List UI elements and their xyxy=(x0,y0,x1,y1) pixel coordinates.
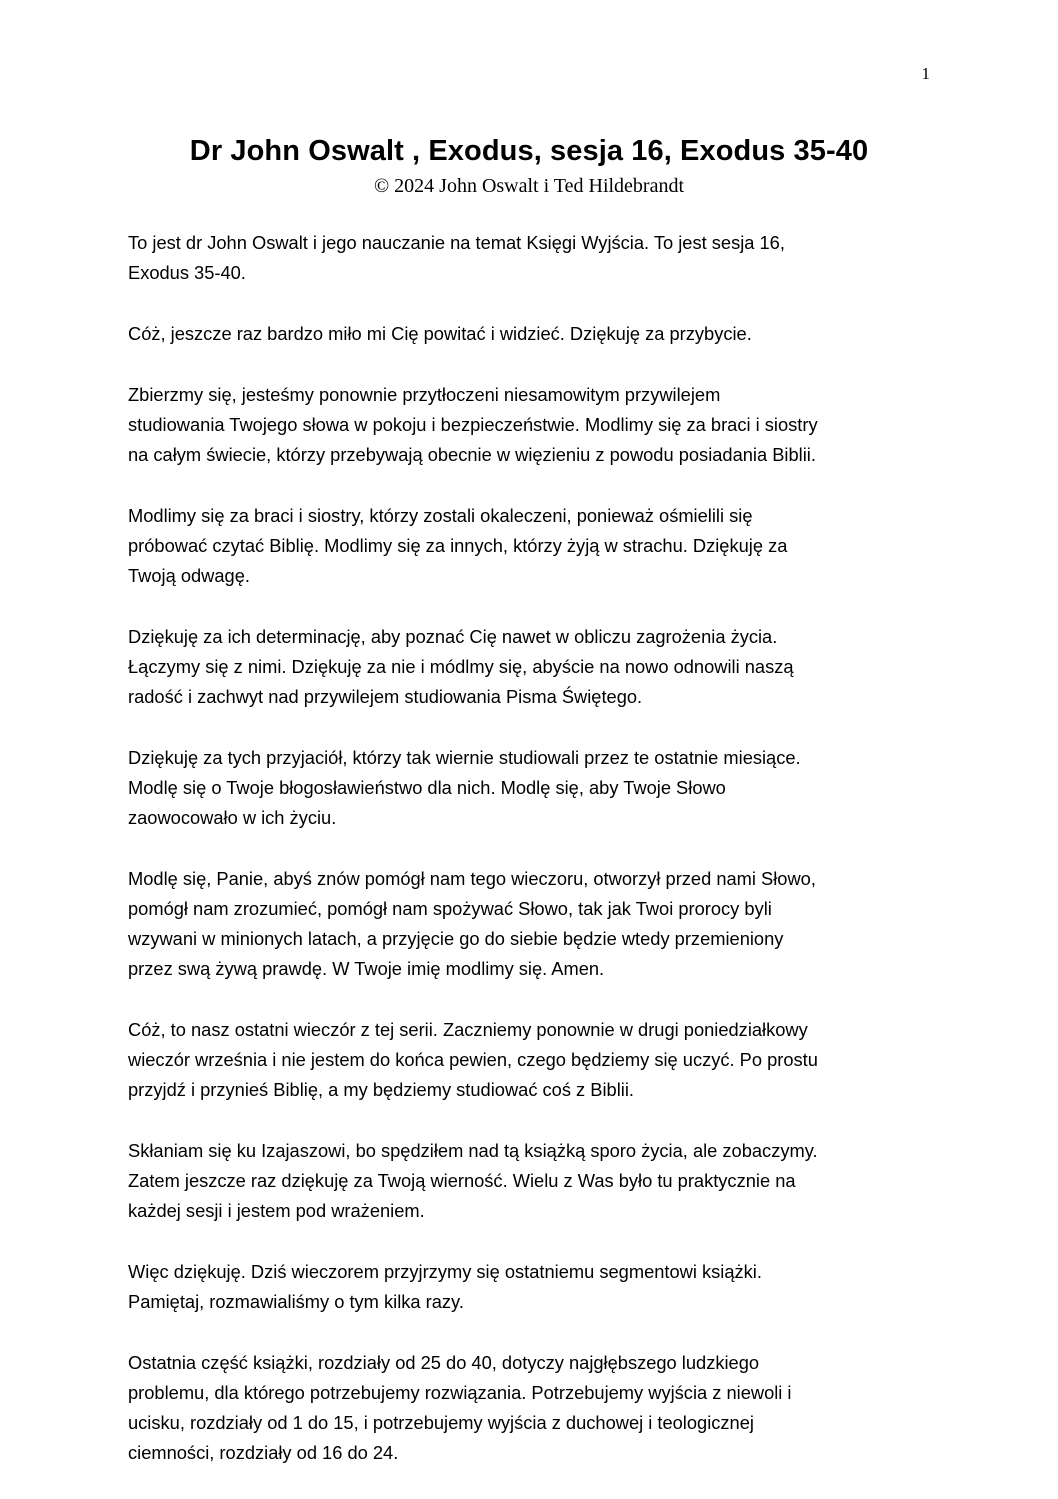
paragraph xyxy=(128,501,948,591)
paragraph-line: przez swą żywą prawdę. W Twoje imię modlimy się. Amen. xyxy=(128,958,605,979)
paragraph-line: wzywani w minionych latach, a przyjęcie go do siebie będzie wtedy przemieniony xyxy=(128,928,784,949)
paragraph xyxy=(128,1015,948,1105)
paragraph-line: pomógł nam zrozumieć, pomógł nam spożywać Słowo, tak jak Twoi prorocy byli xyxy=(128,898,772,919)
page-number: 1 xyxy=(921,64,930,83)
paragraph-line: To jest dr John Oswalt i jego nauczanie na temat Księgi Wyjścia. To jest sesja 16, xyxy=(128,232,785,253)
paragraph-line: studiowania Twojego słowa w pokoju i bezpieczeństwie. Modlimy się za braci i siostry xyxy=(128,414,818,435)
paragraph xyxy=(128,622,948,712)
paragraph xyxy=(128,380,948,470)
paragraph-line: Ostatnia część książki, rozdziały od 25 do 40, dotyczy najgłębszego ludzkiego xyxy=(128,1352,760,1373)
paragraph-line: radość i zachwyt nad przywilejem studiowania Pisma Świętego. xyxy=(128,686,643,707)
paragraph-line: Twoją odwagę. xyxy=(128,565,250,586)
paragraph-line: zaowocowało w ich życiu. xyxy=(128,807,337,828)
paragraph xyxy=(128,228,948,288)
paragraph-line: ciemności, rozdziały od 16 do 24. xyxy=(128,1442,399,1463)
document-title: Dr John Oswalt , Exodus, sesja 16, Exodus 35-40 xyxy=(189,135,869,167)
paragraph-line: Cóż, to nasz ostatni wieczór z tej serii. Zaczniemy ponownie w drugi poniedziałkowy xyxy=(128,1019,808,1040)
paragraph-line: ucisku, rozdziały od 1 do 15, i potrzebujemy wyjścia z duchowej i teologicznej xyxy=(128,1412,754,1433)
paragraph-line: Zbierzmy się, jesteśmy ponownie przytłoczeni niesamowitym przywilejem xyxy=(128,384,721,405)
paragraph-line: Zatem jeszcze raz dziękuję za Twoją wierność. Wielu z Was było tu praktycznie na xyxy=(128,1170,796,1191)
paragraph-line: Skłaniam się ku Izajaszowi, bo spędziłem nad tą książką sporo życia, ale zobaczymy. xyxy=(128,1140,818,1161)
paragraph-line: wieczór września i nie jestem do końca pewien, czego będziemy się uczyć. Po prostu xyxy=(128,1049,818,1070)
paragraph-line: Exodus 35-40. xyxy=(128,262,246,283)
paragraph xyxy=(128,864,948,984)
paragraph-line: próbować czytać Biblię. Modlimy się za innych, którzy żyją w strachu. Dziękuję za xyxy=(128,535,788,556)
paragraph-line: problemu, dla którego potrzebujemy rozwiązania. Potrzebujemy wyjścia z niewoli i xyxy=(128,1382,792,1403)
paragraph xyxy=(128,1348,948,1468)
paragraph-line: Dziękuję za tych przyjaciół, którzy tak wiernie studiowali przez te ostatnie miesiące. xyxy=(128,747,801,768)
paragraph xyxy=(128,743,948,833)
paragraph-line: Modlimy się za braci i siostry, którzy zostali okaleczeni, ponieważ ośmielili się xyxy=(128,505,753,526)
paragraph-line: Cóż, jeszcze raz bardzo miło mi Cię powitać i widzieć. Dziękuję za przybycie. xyxy=(128,323,752,344)
paragraph-line: Dziękuję za ich determinację, aby poznać Cię nawet w obliczu zagrożenia życia. xyxy=(128,626,778,647)
copyright-line: © 2024 John Oswalt i Ted Hildebrandt xyxy=(373,175,685,197)
paragraph-line: Modlę się, Panie, abyś znów pomógł nam tego wieczoru, otworzył przed nami Słowo, xyxy=(128,868,816,889)
paragraph-line: Modlę się o Twoje błogosławieństwo dla nich. Modlę się, aby Twoje Słowo xyxy=(128,777,726,798)
paragraph-line: Pamiętaj, rozmawialiśmy o tym kilka razy. xyxy=(128,1291,464,1312)
paragraph-line: każdej sesji i jestem pod wrażeniem. xyxy=(128,1200,425,1221)
paragraph-line: przyjdź i przynieś Biblię, a my będziemy studiować coś z Biblii. xyxy=(128,1079,634,1100)
paragraph-line: Łączymy się z nimi. Dziękuję za nie i módlmy się, abyście na nowo odnowili naszą xyxy=(128,656,794,677)
paragraph xyxy=(128,1257,948,1317)
paragraph-line: na całym świecie, którzy przebywają obecnie w więzieniu z powodu posiadania Biblii. xyxy=(128,444,816,465)
paragraph xyxy=(128,319,948,349)
paragraph-line: Więc dziękuję. Dziś wieczorem przyjrzymy się ostatniemu segmentowi książki. xyxy=(128,1261,762,1282)
document-body xyxy=(128,228,948,1499)
paragraph xyxy=(128,1136,948,1226)
